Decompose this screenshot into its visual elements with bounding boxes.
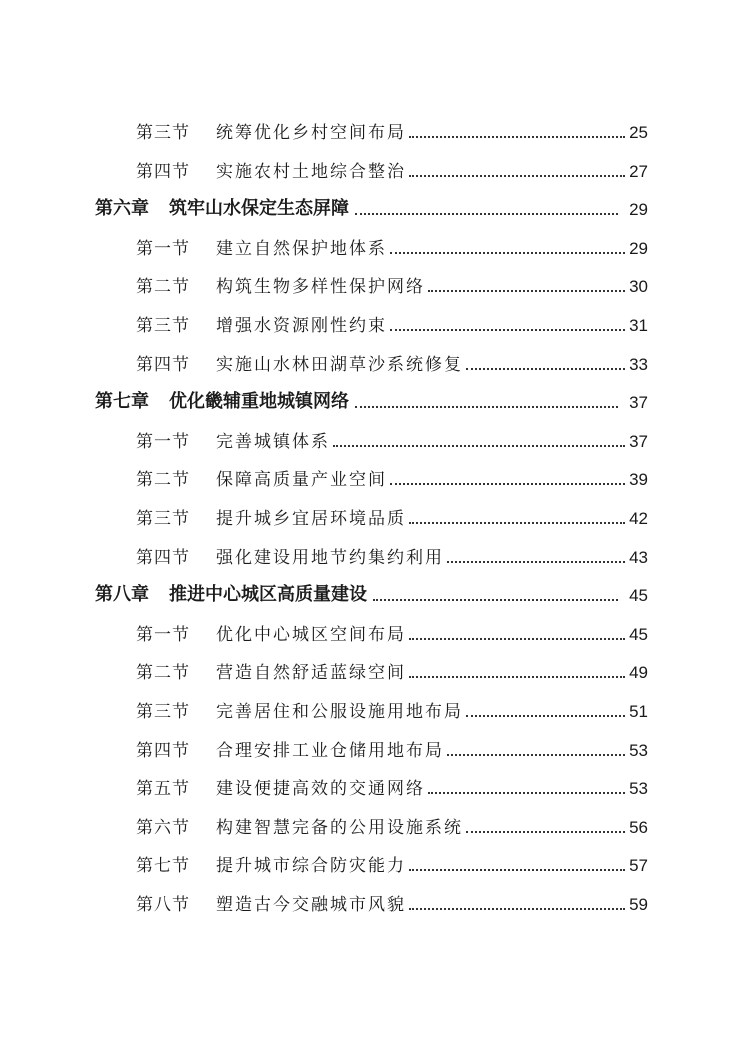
dot-leader — [409, 521, 625, 524]
dot-leader — [428, 289, 625, 292]
toc-section-entry — [136, 306, 648, 336]
dot-leader — [409, 135, 625, 138]
page-number: 29 — [629, 200, 648, 220]
toc-section-entry — [136, 267, 648, 297]
page-number: 27 — [629, 161, 648, 181]
chapter-title: 推进中心城区高质量建设 — [169, 584, 367, 606]
toc-section-entry — [136, 229, 648, 259]
page-number: 39 — [629, 470, 648, 490]
section-title: 完善居住和公服设施用地布局 — [216, 702, 463, 722]
section-number: 第七节 — [136, 856, 190, 877]
page-number: 49 — [629, 663, 648, 683]
page-number: 37 — [629, 393, 648, 413]
section-title: 优化中心城区空间布局 — [216, 624, 406, 645]
toc-section-entry — [136, 538, 648, 568]
section-title: 营造自然舒适蓝绿空间 — [216, 663, 406, 684]
dot-leader — [447, 560, 625, 563]
section-title: 合理安排工业仓储用地布局 — [216, 740, 444, 761]
dot-leader — [409, 174, 625, 177]
dot-leader — [409, 637, 625, 640]
toc-section-entry — [136, 422, 648, 452]
section-title: 构筑生物多样性保护网络 — [216, 277, 425, 298]
toc-section-entry — [136, 769, 648, 799]
page-number: 43 — [629, 547, 648, 567]
toc-section-entry — [136, 808, 648, 838]
section-number: 第二节 — [136, 277, 190, 298]
page-number: 37 — [629, 431, 648, 451]
section-title: 保障高质量产业空间 — [216, 470, 387, 491]
section-number: 第三节 — [136, 123, 190, 143]
page-number: 29 — [629, 238, 648, 258]
toc-chapter-entry — [95, 190, 648, 220]
dot-leader — [466, 367, 625, 370]
page-number: 33 — [629, 354, 648, 374]
toc-section-entry — [136, 460, 648, 490]
section-number: 第二节 — [136, 470, 190, 491]
section-title: 建立自然保护地体系 — [216, 238, 387, 259]
chapter-title: 筑牢山水保定生态屏障 — [169, 198, 349, 220]
page-number: 57 — [629, 856, 648, 876]
page-number: 53 — [629, 740, 648, 760]
section-title: 完善城镇体系 — [216, 431, 330, 452]
page-number: 51 — [629, 702, 648, 721]
page-number: 25 — [629, 123, 648, 142]
dot-leader — [428, 791, 625, 794]
toc-section-entry — [136, 731, 648, 761]
section-number: 第一节 — [136, 238, 190, 259]
chapter-number: 第七章 — [95, 391, 149, 413]
toc-section-entry — [136, 152, 648, 182]
section-title: 塑造古今交融城市风貌 — [216, 895, 406, 915]
section-number: 第四节 — [136, 161, 190, 182]
section-number: 第六节 — [136, 817, 190, 838]
section-number: 第二节 — [136, 663, 190, 684]
section-title: 增强水资源刚性约束 — [216, 316, 387, 336]
chapter-number: 第八章 — [95, 584, 149, 606]
section-number: 第三节 — [136, 702, 190, 722]
toc-section-entry — [136, 345, 648, 375]
page-number: 31 — [629, 316, 648, 335]
section-title: 统筹优化乡村空间布局 — [216, 123, 406, 143]
toc-chapter-entry — [95, 383, 648, 413]
section-title: 提升城市综合防灾能力 — [216, 856, 406, 877]
section-number: 第三节 — [136, 316, 190, 336]
dot-leader — [390, 328, 625, 331]
toc-section-entry — [136, 615, 648, 645]
page-number: 53 — [629, 779, 648, 799]
section-title: 实施山水林田湖草沙系统修复 — [216, 354, 463, 375]
dot-leader — [390, 251, 625, 254]
section-number: 第三节 — [136, 509, 190, 529]
dot-leader — [390, 482, 625, 485]
page-number: 45 — [629, 586, 648, 606]
chapter-title: 优化畿辅重地城镇网络 — [169, 391, 349, 413]
toc-section-entry — [136, 499, 648, 529]
section-number: 第一节 — [136, 624, 190, 645]
dot-leader — [409, 868, 625, 871]
dot-leader — [409, 907, 625, 910]
page-number: 42 — [629, 509, 648, 528]
section-number: 第一节 — [136, 431, 190, 452]
page-number: 56 — [629, 817, 648, 837]
chapter-number: 第六章 — [95, 198, 149, 220]
section-number: 第四节 — [136, 547, 190, 568]
section-number: 第五节 — [136, 779, 190, 800]
toc-section-entry — [136, 885, 648, 915]
section-number: 第四节 — [136, 740, 190, 761]
dot-leader — [355, 405, 618, 408]
toc-section-entry — [136, 653, 648, 683]
section-title: 建设便捷高效的交通网络 — [216, 779, 425, 800]
dot-leader — [373, 598, 618, 601]
section-title: 强化建设用地节约集约利用 — [216, 547, 444, 568]
section-title: 提升城乡宜居环境品质 — [216, 509, 406, 529]
section-number: 第八节 — [136, 895, 190, 915]
page-number: 59 — [629, 895, 648, 914]
dot-leader — [409, 675, 625, 678]
page-number: 30 — [629, 277, 648, 297]
toc-section-entry — [136, 113, 648, 143]
dot-leader — [333, 444, 625, 447]
dot-leader — [355, 212, 618, 215]
toc-chapter-entry — [95, 576, 648, 606]
section-title: 实施农村土地综合整治 — [216, 161, 406, 182]
section-title: 构建智慧完备的公用设施系统 — [216, 817, 463, 838]
page-number: 45 — [629, 624, 648, 644]
toc-section-entry — [136, 846, 648, 876]
dot-leader — [466, 830, 625, 833]
dot-leader — [466, 714, 625, 717]
section-number: 第四节 — [136, 354, 190, 375]
dot-leader — [447, 753, 625, 756]
toc-section-entry — [136, 692, 648, 722]
